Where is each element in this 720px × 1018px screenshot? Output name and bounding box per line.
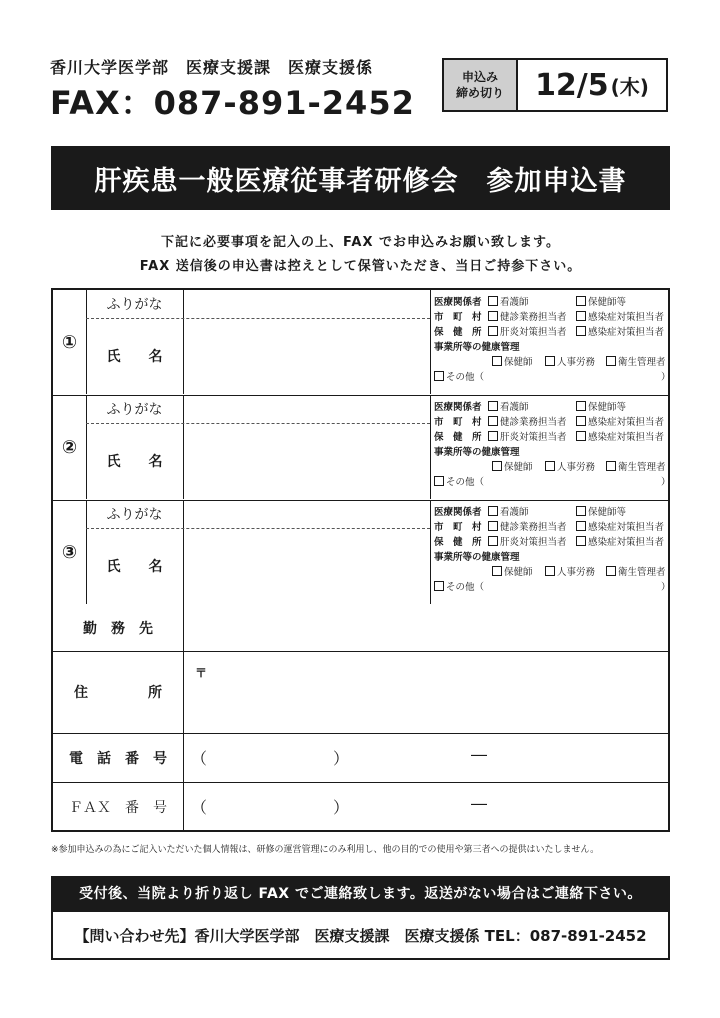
option-hepatitis-text: 肝炎対策担当者 [500,537,567,548]
table-rule [430,500,431,604]
name-label: 氏 名 [106,559,163,575]
workplace-label: 勤 務 先 [83,620,153,637]
option-hr-text: 人事労務 [557,357,596,368]
option-hr[interactable] [545,355,595,370]
option-hepatitis-text: 肝炎対策担当者 [500,432,567,443]
option-other[interactable] [434,370,484,385]
option-other[interactable] [434,580,484,595]
option-checkup[interactable] [488,520,567,535]
category-row [434,370,671,385]
category-municipality-text: 市 町 村 [434,312,482,323]
category-row [434,325,664,340]
option-infection-2[interactable] [576,535,664,550]
deadline-day: (木) [610,74,649,99]
category-medical-text: 医療関係者 [434,297,482,308]
checkbox[interactable] [488,536,498,546]
category-health-center-text: 保 健 所 [434,537,482,548]
other-close [661,580,671,595]
category-health-center-text: 保 健 所 [434,432,482,443]
option-hepatitis-text: 肝炎対策担当者 [500,327,567,338]
category-medical-text: 医療関係者 [434,507,482,518]
other-close [661,370,671,385]
option-nurse[interactable] [488,505,529,520]
option-checkup-text: 健診業務担当者 [500,417,567,428]
phone-label: 電 話 番 号 [69,750,167,767]
address-input[interactable] [183,651,668,733]
checkbox[interactable] [576,416,586,426]
option-infection-2-text: 感染症対策担当者 [588,327,665,338]
option-other-text: その他（ [446,372,485,383]
deadline-date [518,60,666,110]
checkbox[interactable] [545,356,555,366]
option-infection-2-text: 感染症対策担当者 [588,432,665,443]
checkbox[interactable] [576,296,586,306]
checkbox[interactable] [434,476,444,486]
checkbox[interactable] [434,581,444,591]
category-municipality [434,415,482,430]
option-public-health-nurse-text: 保健師等 [588,297,627,308]
contact-info: 【問い合わせ先】香川大学医学部 医療支援課 医療支援係 TEL：087-891-2452 [51,910,670,960]
option-hepatitis[interactable] [488,430,567,445]
category-health-center [434,535,482,550]
postal-mark: 〒 [195,666,208,680]
intro-line-2: FAX 送信後の申込書は控えとして保管いただき、当日ご持参下さい。 [139,259,582,274]
category-workplace-health-text: 事業所等の健康管理 [434,447,520,458]
name-input[interactable] [183,318,430,394]
category-workplace-health [434,550,520,565]
option-phn-text: 保健師 [504,357,533,368]
checkbox[interactable] [492,461,502,471]
checkbox[interactable] [488,506,498,516]
phone-paren-open: （ [191,749,208,768]
category-row [434,535,664,550]
checkbox[interactable] [576,521,586,531]
category-municipality-text: 市 町 村 [434,522,482,533]
table-rule [430,290,431,394]
category-health-center-text: 保 健 所 [434,327,482,338]
phone-dash: ― [471,745,487,764]
deadline-label [444,60,518,110]
privacy-note: ※参加申込みの為にご記入いただいた個人情報は、研修の運営管理にのみ利用し、他の目的での使用や第三者への提供はいたしません。 [51,845,600,855]
category-municipality-text: 市 町 村 [434,417,482,428]
furigana-label: ふりがな [106,507,163,523]
option-public-health-nurse[interactable] [576,295,626,310]
category-municipality [434,520,482,535]
checkbox[interactable] [488,401,498,411]
fax-input[interactable] [183,782,668,830]
checkbox[interactable] [606,566,616,576]
page-title: 肝疾患一般医療従事者研修会 参加申込書 [51,146,670,210]
option-infection-2[interactable] [576,430,664,445]
category-row [434,295,664,310]
option-other-text: その他（ [446,477,485,488]
category-workplace-health [434,445,520,460]
option-hygiene[interactable] [606,460,666,475]
option-hepatitis[interactable] [488,535,567,550]
category-row [434,505,664,520]
option-infection[interactable] [576,310,664,325]
name-label: 氏 名 [106,454,163,470]
option-public-health-nurse-text: 保健師等 [588,402,627,413]
category-municipality [434,310,482,325]
category-row [434,550,664,565]
option-checkup-text: 健診業務担当者 [500,522,567,533]
option-infection-text: 感染症対策担当者 [588,417,665,428]
option-phn-text: 保健師 [504,462,533,473]
category-health-center [434,325,482,340]
category-medical [434,505,482,520]
fax-number: FAX：087-891-2452 [50,84,415,122]
option-checkup[interactable] [488,415,567,430]
address-label-1: 住 [74,685,88,701]
address-label-2: 所 [148,685,162,701]
option-infection[interactable] [576,415,664,430]
checkbox[interactable] [434,371,444,381]
category-row [434,310,664,325]
fax-paren-close: ） [333,798,350,817]
category-row [434,460,664,475]
checkbox[interactable] [606,356,616,366]
deadline-box [442,58,668,112]
occupation-category [434,295,671,385]
option-infection-2-text: 感染症対策担当者 [588,537,665,548]
checkbox[interactable] [488,521,498,531]
participant-number: ① [61,331,78,353]
checkbox[interactable] [576,506,586,516]
checkbox[interactable] [606,461,616,471]
phone-input[interactable] [183,733,668,781]
option-phn[interactable] [492,460,533,475]
checkbox[interactable] [488,326,498,336]
application-form [51,288,670,832]
reply-notice: 受付後、当院より折り返し FAX でご連絡致します。返送がない場合はご連絡下さい。 [51,876,670,910]
option-hygiene[interactable] [606,565,666,580]
checkbox[interactable] [492,356,502,366]
option-public-health-nurse[interactable] [576,400,626,415]
option-nurse-text: 看護師 [500,507,529,518]
checkbox[interactable] [492,566,502,576]
checkbox[interactable] [488,416,498,426]
participant-number: ② [61,436,78,458]
option-checkup[interactable] [488,310,567,325]
category-medical [434,400,482,415]
checkbox[interactable] [488,311,498,321]
checkbox[interactable] [576,536,586,546]
organization: 香川大学医学部 医療支援課 医療支援係 [50,58,374,77]
option-checkup-text: 健診業務担当者 [500,312,567,323]
category-workplace-health-text: 事業所等の健康管理 [434,342,520,353]
category-row [434,415,664,430]
checkbox[interactable] [576,401,586,411]
other-close-text: ） [661,477,671,488]
participant-number: ③ [61,541,78,563]
category-row [434,520,664,535]
category-row [434,445,664,460]
name-label: 氏 名 [106,349,163,365]
option-other[interactable] [434,475,484,490]
checkbox[interactable] [488,431,498,441]
option-hygiene[interactable] [606,355,666,370]
category-row [434,475,671,490]
furigana-label: ふりがな [106,297,163,313]
name-input[interactable] [183,423,430,499]
table-rule [430,395,431,499]
option-hygiene-text: 衛生管理者 [618,462,666,473]
fax-paren-open: （ [191,798,208,817]
category-workplace-health-text: 事業所等の健康管理 [434,552,520,563]
furigana-input[interactable] [183,500,430,528]
option-infection-text: 感染症対策担当者 [588,312,665,323]
option-hygiene-text: 衛生管理者 [618,567,666,578]
category-workplace-health [434,340,520,355]
option-public-health-nurse-text: 保健師等 [588,507,627,518]
category-row [434,340,664,355]
option-nurse-text: 看護師 [500,402,529,413]
option-hr-text: 人事労務 [557,567,596,578]
option-other-text: その他（ [446,582,485,593]
deadline-label-2: 締め切り [455,86,504,100]
checkbox[interactable] [545,566,555,576]
option-infection-2[interactable] [576,325,664,340]
option-phn[interactable] [492,355,533,370]
checkbox[interactable] [576,311,586,321]
furigana-input[interactable] [183,290,430,318]
option-phn-text: 保健師 [504,567,533,578]
option-hr[interactable] [545,460,595,475]
furigana-label: ふりがな [106,402,163,418]
phone-paren-close: ） [333,749,350,768]
option-hygiene-text: 衛生管理者 [618,357,666,368]
category-row [434,565,664,580]
occupation-category [434,400,671,490]
option-public-health-nurse[interactable] [576,505,626,520]
checkbox[interactable] [545,461,555,471]
name-input[interactable] [183,528,430,604]
category-medical-text: 医療関係者 [434,402,482,413]
option-hr-text: 人事労務 [557,462,596,473]
option-nurse[interactable] [488,400,529,415]
other-close-text: ） [661,372,671,383]
option-hepatitis[interactable] [488,325,567,340]
category-row [434,355,664,370]
occupation-category [434,505,671,595]
deadline-date-value: 12/5 [535,67,609,103]
category-medical [434,295,482,310]
intro-line-1: 下記に必要事項を記入の上、FAX でお申込みお願い致します。 [161,235,560,250]
option-hr[interactable] [545,565,595,580]
category-row [434,400,664,415]
other-close-text: ） [661,582,671,593]
checkbox[interactable] [576,326,586,336]
option-nurse-text: 看護師 [500,297,529,308]
other-close [661,475,671,490]
deadline-label-1: 申込み [461,70,498,84]
option-infection[interactable] [576,520,664,535]
checkbox[interactable] [488,296,498,306]
option-infection-text: 感染症対策担当者 [588,522,665,533]
option-nurse[interactable] [488,295,529,310]
fax-dash: ― [471,794,487,813]
checkbox[interactable] [576,431,586,441]
category-health-center [434,430,482,445]
workplace-input[interactable] [183,604,668,651]
furigana-input[interactable] [183,395,430,423]
category-row [434,430,664,445]
option-phn[interactable] [492,565,533,580]
category-row [434,580,671,595]
fax-label: ＦＡＸ 番 号 [69,800,167,816]
